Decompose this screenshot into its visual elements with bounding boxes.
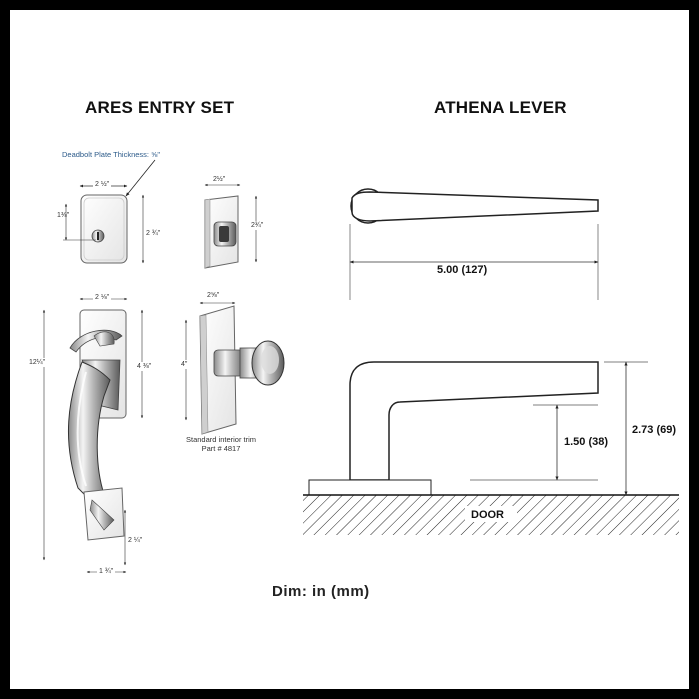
entry-handle: [44, 299, 142, 572]
deadbolt-thickness-note: Deadbolt Plate Thickness: ⅝": [62, 150, 160, 159]
lever-inner-height-label: 1.50 (38): [564, 436, 609, 448]
dimension-units-note: Dim: in (mm): [272, 583, 370, 600]
handle-plate-height-label: 4 ⅜": [137, 363, 152, 370]
interior-trim-caption: [186, 435, 256, 453]
handle-bottom-width-label: 1 ¾": [99, 568, 114, 575]
interior-trim-part-number: Part # 4817: [201, 444, 241, 453]
trim-width-label: 2⅝": [207, 292, 220, 299]
athena-lever-top-view: [350, 189, 598, 300]
turn-width-label: 2½": [213, 176, 226, 183]
lever-length-label: 5.00 (127): [437, 264, 488, 276]
athena-lever-title: ATHENA LEVER: [434, 98, 567, 117]
deadbolt-height-label: 2 ¾": [146, 230, 161, 237]
interior-trim-caption-line1: Standard interior trim: [186, 435, 257, 444]
interior-turn: [205, 185, 256, 268]
deadbolt-offset-label: 1⅜": [57, 212, 70, 219]
handle-bottom-height-label: 2 ¼": [128, 537, 143, 544]
trim-height-label: 4": [181, 361, 188, 368]
deadbolt-exterior: [63, 160, 155, 263]
deadbolt-width-label: 2 ½": [95, 181, 110, 188]
door-label: DOOR: [471, 509, 504, 521]
handle-total-height-label: 12¼": [29, 359, 46, 366]
lever-total-height-label: 2.73 (69): [632, 424, 677, 436]
turn-height-label: 2¾": [251, 222, 264, 229]
interior-trim: [186, 303, 284, 434]
handle-plate-width-label: 2 ⅛": [95, 294, 110, 301]
ares-entry-set-title: ARES ENTRY SET: [85, 98, 235, 117]
